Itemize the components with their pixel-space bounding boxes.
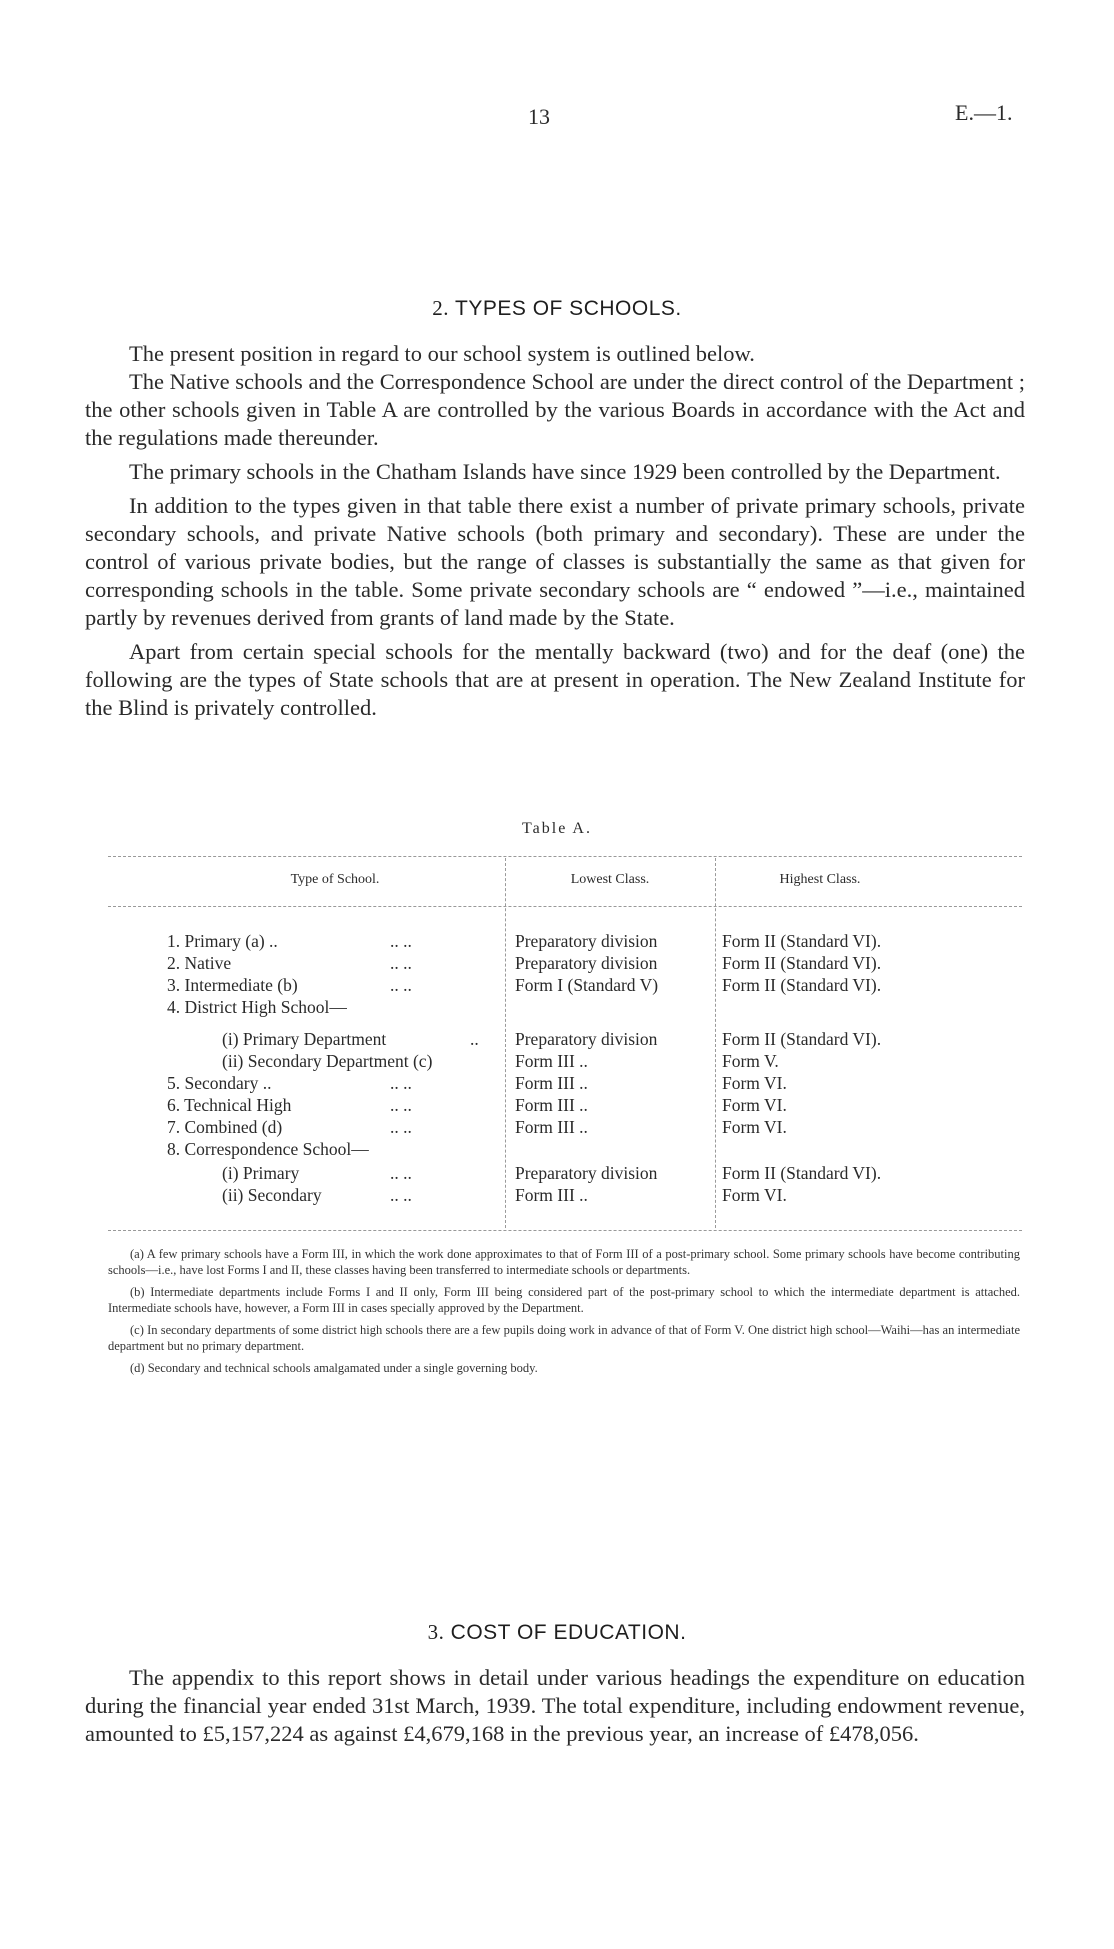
table-row: [0, 1072, 1114, 1094]
paragraph: In addition to the types given in that table there exist a number of private primary schools, private secondary schools, and private Native schools (both primary and secondary). These are under the control of various private bodies, but the range of classes is substantially the same as that given for corresponding schools in the table. Some private secondary schools are “ endowed ”—i.e., maintained partly by revenues derived from grants of land made by the State.: [85, 493, 1025, 630]
cell-type: 6. Technical High: [167, 1095, 292, 1115]
cell-dots: .. ..: [390, 1117, 412, 1137]
cell-dots: .. ..: [390, 975, 412, 995]
cell-type: 8. Correspondence School—: [167, 1139, 369, 1159]
column-header-highest: Highest Class.: [779, 872, 861, 887]
section-2-title: TYPES OF SCHOOLS.: [455, 297, 682, 320]
cell-highest: Form II (Standard VI).: [722, 1029, 882, 1049]
section-2-heading: [0, 296, 1114, 321]
cell-type: 1. Primary (a) ..: [167, 931, 278, 951]
cell-highest: Form II (Standard VI).: [722, 975, 882, 995]
cell-dots: .. ..: [390, 931, 412, 951]
cell-lowest: Preparatory division: [515, 1029, 658, 1049]
cell-type: (i) Primary Department: [222, 1029, 387, 1049]
paragraph: The Native schools and the Correspondence School are under the direct control of the Department ; the other schools given in Table A are controlled by the various Boards in accordance with the Act and the regulations made thereunder.: [85, 369, 1025, 450]
table-row: [0, 996, 1114, 1018]
paragraph: The appendix to this report shows in detail under various headings the expenditure on education during the financial year ended 31st March, 1939. The total expenditure, including endowment revenue, amounted to £5,157,224 as against £4,679,168 in the previous year, an increase of £478,056.: [85, 1665, 1025, 1746]
cell-type: 5. Secondary ..: [167, 1073, 272, 1093]
cell-dots: .. ..: [390, 1185, 412, 1205]
table-row: [0, 1116, 1114, 1138]
cell-lowest: Preparatory division: [515, 1163, 658, 1183]
footnote: (b) Intermediate departments include Forms I and II only, Form III being considered part of the post-primary school to which the intermediate department is attached. Intermediate schools have, however, a Form III in cases specially approved by the Department.: [108, 1285, 1020, 1315]
paragraph: The present position in regard to our school system is outlined below.: [129, 341, 755, 366]
table-title: Table A.: [522, 820, 592, 837]
section-2-number: 2.: [432, 296, 450, 320]
cell-highest: Form V.: [722, 1051, 779, 1071]
cell-type: (ii) Secondary: [222, 1185, 322, 1205]
cell-lowest: Form I (Standard V): [515, 975, 659, 995]
cell-type: 3. Intermediate (b): [167, 975, 298, 995]
cell-highest: Form VI.: [722, 1095, 787, 1115]
footnote: (d) Secondary and technical schools amalgamated under a single governing body.: [130, 1361, 538, 1375]
cell-dots: .. ..: [390, 1095, 412, 1115]
cell-dots: .. ..: [390, 1073, 412, 1093]
cell-highest: Form VI.: [722, 1185, 787, 1205]
table-header-rule: [108, 906, 1022, 907]
footnote: (a) A few primary schools have a Form III, in which the work done approximates to that of Form III of a post-primary school. Some primary schools have become contributing schools—i.e., have lost Forms I and II, these classes having been transferred to intermediate schools or departments.: [108, 1247, 1020, 1277]
section-3-heading: [0, 1620, 1114, 1645]
table-row: [0, 952, 1114, 974]
cell-lowest: Form III ..: [515, 1095, 588, 1115]
table-row: [0, 1184, 1114, 1206]
table-row: [0, 930, 1114, 952]
section-3-body: [85, 1664, 1025, 1748]
cell-lowest: Preparatory division: [515, 931, 658, 951]
cell-type: 2. Native: [167, 953, 232, 973]
section-2-body: [85, 340, 1025, 722]
section-3-title: COST OF EDUCATION.: [450, 1621, 687, 1644]
table-row: [0, 1094, 1114, 1116]
column-header-type: Type of School.: [290, 872, 380, 887]
table-top-rule: [108, 856, 1022, 857]
cell-type: 7. Combined (d): [167, 1117, 283, 1137]
cell-highest: Form II (Standard VI).: [722, 931, 882, 951]
table-body: [0, 930, 1114, 1220]
cell-highest: Form II (Standard VI).: [722, 1163, 882, 1183]
paragraph: The primary schools in the Chatham Islands have since 1929 been controlled by the Department.: [129, 459, 1001, 484]
page-number: 13: [528, 104, 550, 129]
cell-type: 4. District High School—: [167, 997, 347, 1017]
cell-dots: .. ..: [390, 1163, 412, 1183]
table-bottom-rule: [108, 1230, 1022, 1231]
cell-lowest: Form III ..: [515, 1185, 588, 1205]
paragraph: Apart from certain special schools for the mentally backward (two) and for the deaf (one) the following are the types of State schools that are at present in operation. The New Zealand Institute for the Blind is privately controlled.: [85, 639, 1025, 720]
footnote: (c) In secondary departments of some district high schools there are a few pupils doing work in advance of that of Form V. One district high school—Waihi—has an intermediate department but no primary department.: [108, 1323, 1020, 1353]
cell-highest: Form VI.: [722, 1073, 787, 1093]
document-reference: E.—1.: [955, 100, 1013, 125]
cell-type: (ii) Secondary Department (c): [222, 1051, 433, 1071]
column-header-lowest: Lowest Class.: [570, 872, 650, 887]
cell-lowest: Preparatory division: [515, 953, 658, 973]
cell-highest: Form II (Standard VI).: [722, 953, 882, 973]
table-row: [0, 1138, 1114, 1160]
cell-lowest: Form III ..: [515, 1117, 588, 1137]
cell-highest: Form VI.: [722, 1117, 787, 1137]
cell-dots: ..: [470, 1029, 479, 1049]
table-footnotes: [108, 1246, 1020, 1382]
cell-lowest: Form III ..: [515, 1051, 588, 1071]
cell-dots: .. ..: [390, 953, 412, 973]
section-3-number: 3.: [427, 1620, 445, 1644]
table-row: [0, 1028, 1114, 1050]
table-row: [0, 974, 1114, 996]
cell-lowest: Form III ..: [515, 1073, 588, 1093]
table-row: [0, 1050, 1114, 1072]
cell-type: (i) Primary: [222, 1163, 300, 1183]
table-row: [0, 1162, 1114, 1184]
